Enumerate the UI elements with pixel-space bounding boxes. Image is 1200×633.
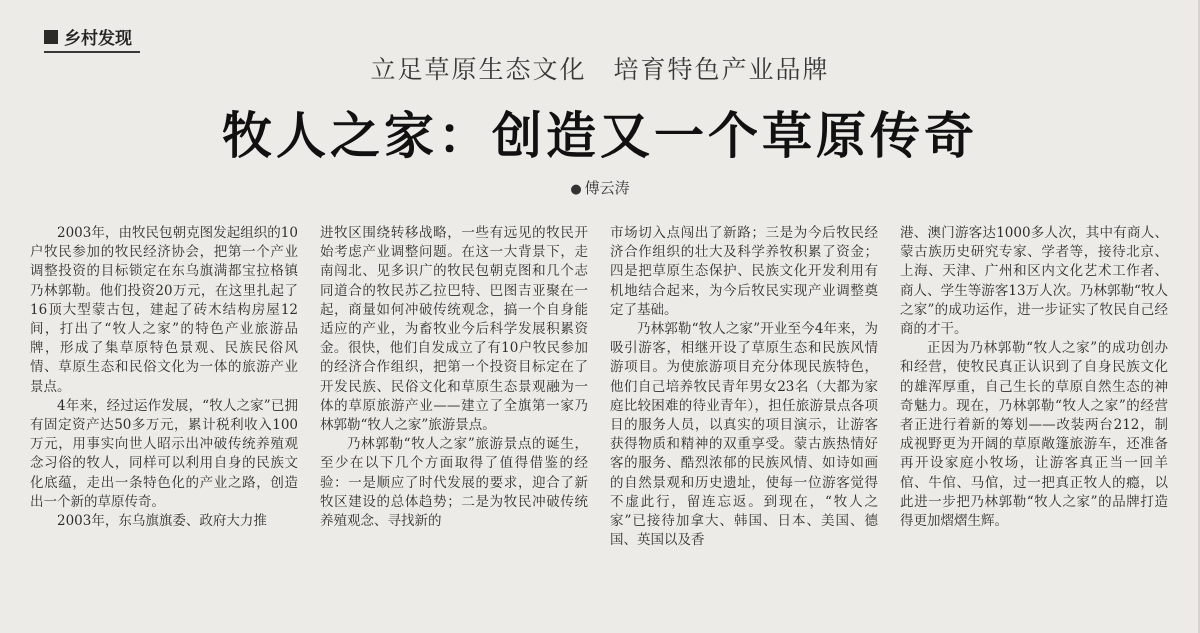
article-body <box>30 224 1180 619</box>
paragraph: 市场切入点闯出了新路；三是为今后牧民经济合作组织的壮大及科学养牧积累了资金；四是把草原生态保护、民族文化开发利用有机地结合起来，为今后牧民实现产业调整奠定了基础。 <box>610 225 878 318</box>
column-1 <box>30 224 298 531</box>
section-square-mark <box>44 30 58 44</box>
section-header <box>44 24 140 53</box>
paragraph: 乃林郭勒“牧人之家”旅游景点的诞生，至少在以下几个方面取得了值得借鉴的经验：一是顺应了时代发展的要求，迎合了新牧区建设的总体趋势；二是为牧民冲破传统养殖观念、寻找新的 <box>320 436 588 530</box>
paragraph: 乃林郭勒“牧人之家”开业至今4年来，为吸引游客，相继开设了草原生态和民族风情游项目。为使旅游项目充分体现民族特色，他们自己培养牧民青年男女23名（大都为家庭比较困难的待业青年），担任旅游景点各项目的服务人员，以真实的项目演示，让游客获得物质和精神的双重享受。蒙古族热情好客的服务、酷烈浓郁的民族风情、如诗如画的自然景观和历史遗址，使每一位游客觉得不虚此行，留连忘返。到现在，“牧人之家”已接待加拿大、韩国、日本、美国、德国、英国以及香 <box>610 321 878 549</box>
article-headline: 牧人之家：创造又一个草原传奇 <box>222 107 978 165</box>
paragraph: 2003年，东乌旗旗委、政府大力推 <box>57 513 267 530</box>
author-name: 傅云涛 <box>584 179 630 197</box>
byline <box>0 177 1200 198</box>
paragraph: 进牧区围绕转移战略，一些有远见的牧民开始考虑产业调整问题。在这一大背景下，走南闯北、见多识广的牧民包朝克图和几个志同道合的牧民苏乙拉巴特、巴图吉亚聚在一起，商量如何冲破传统观念，搞一个自身能适应的产业，为畜牧业今后科学发展积累资金。很快，他们自发成立了有10户牧民参加的经济合作组织，把第一个投资目标定在了开发民族、民俗文化和草原生态景观融为一体的草原旅游产业——建立了全旗第一家乃林郭勒“牧人之家”旅游景点。 <box>320 225 588 434</box>
column-3 <box>610 224 878 550</box>
paragraph: 港、澳门游客达1000多人次，其中有商人、蒙古族历史研究专家、学者等，接待北京、上海、天津、广州和区内文化艺术工作者、商人、学生等游客13万人次。乃林郭勒“牧人之家”的成功运作，进一步证实了牧民自己经商的才干。 <box>900 225 1168 338</box>
article-subtitle: 立足草原生态文化 培育特色产业品牌 <box>370 55 830 84</box>
byline-bullet-icon: ● <box>570 182 582 197</box>
paragraph: 4年来，经过运作发展，“牧人之家”已拥有固定资产达50多万元，累计税利收入100万元，用事实向世人昭示出冲破传统养殖观念习俗的牧人，同样可以利用自身的民族文化底蕴，走出一条特色化的产业之路，创造出一个新的草原传奇。 <box>30 397 298 510</box>
column-4 <box>900 224 1168 531</box>
section-label: 乡村发现 <box>64 29 132 49</box>
paragraph: 正因为乃林郭勒“牧人之家”的成功创办和经营，使牧民真正认识到了自身民族文化的雄浑厚重，自己生长的草原自然生态的神奇魅力。现在，乃林郭勒“牧人之家”的经营者正进行着新的筹划——改装两台212，制成视野更为开阔的草原敞篷旅游车，还准备再开设家庭小牧场，让游客真正当一回羊倌、牛倌、马倌，过一把真正牧人的瘾，以此进一步把乃林郭勒“牧人之家”的品牌打造得更加熠熠生辉。 <box>900 340 1168 530</box>
paragraph: 2003年，由牧民包朝克图发起组织的10户牧民参加的牧民经济协会，把第一个产业调整投资的目标锁定在东乌旗满都宝拉格镇乃林郭勒。他们投资20万元，在这里扎起了16顶大型蒙古包，建起了砖木结构房屋12间，打出了“牧人之家”的特色产业旅游品牌，形成了集草原特色景观、民族民俗风情、草原生态和民俗文化为一体的旅游产业景点。 <box>30 225 298 395</box>
column-2 <box>320 224 588 531</box>
